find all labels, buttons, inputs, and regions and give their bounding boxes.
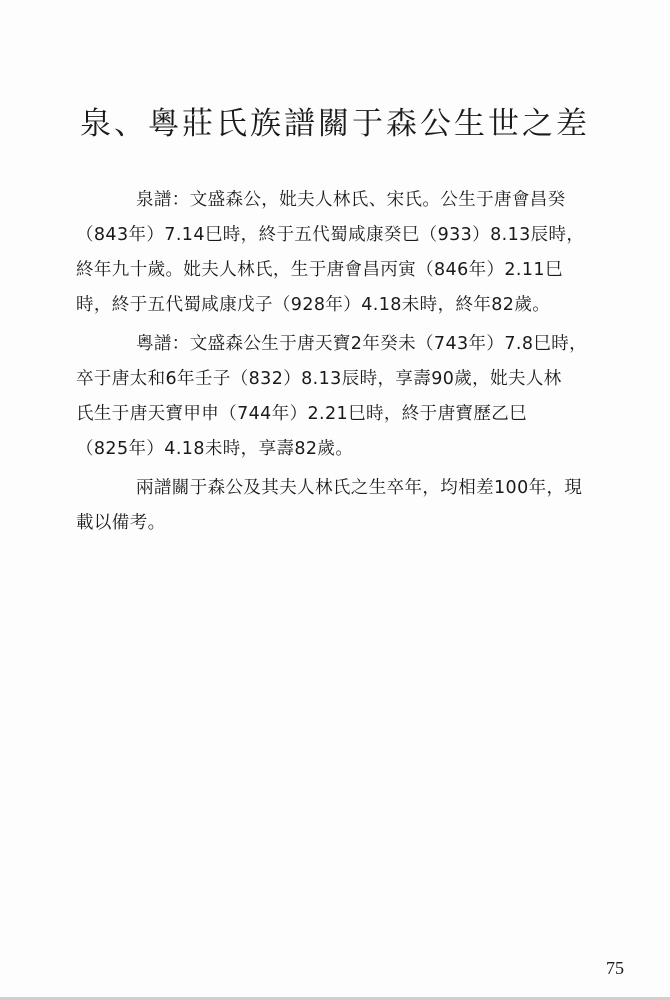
text-line: （825年）4.18未時，享壽82歲。 [76, 439, 354, 459]
text-line: 卒于唐太和6年壬子（832）8.13辰時，享壽90歲，妣夫人林 [76, 369, 562, 389]
text-line: 粵譜：文盛森公生于唐天寶2年癸未（743年）7.8巳時， [136, 334, 588, 354]
text-line: 時，終于五代蜀咸康戊子（928年）4.18未時，終年82歲。 [76, 295, 551, 315]
body-text [76, 183, 616, 545]
paragraph-conclusion [76, 471, 616, 541]
page-title: 泉、粵莊氏族譜關于森公生世之差 [80, 106, 590, 142]
text-line: 氏生于唐天寶甲申（744年）2.21巳時，終于唐寶歷乙巳 [76, 404, 528, 424]
text-line: 泉譜：文盛森公，妣夫人林氏、宋氏。公生于唐會昌癸 [136, 190, 566, 210]
text-line: （843年）7.14巳時，終于五代蜀咸康癸巳（933）8.13辰時， [76, 225, 585, 245]
text-line: 終年九十歲。妣夫人林氏，生于唐會昌丙寅（846年）2.11巳 [76, 260, 563, 280]
text-line: 兩譜關于森公及其夫人林氏之生卒年，均相差100年，現 [136, 478, 583, 498]
text-line: 載以備考。 [76, 513, 166, 533]
page-number: 75 [606, 958, 624, 978]
paragraph-yue-genealogy [76, 327, 616, 467]
paragraph-quan-genealogy [76, 183, 616, 323]
